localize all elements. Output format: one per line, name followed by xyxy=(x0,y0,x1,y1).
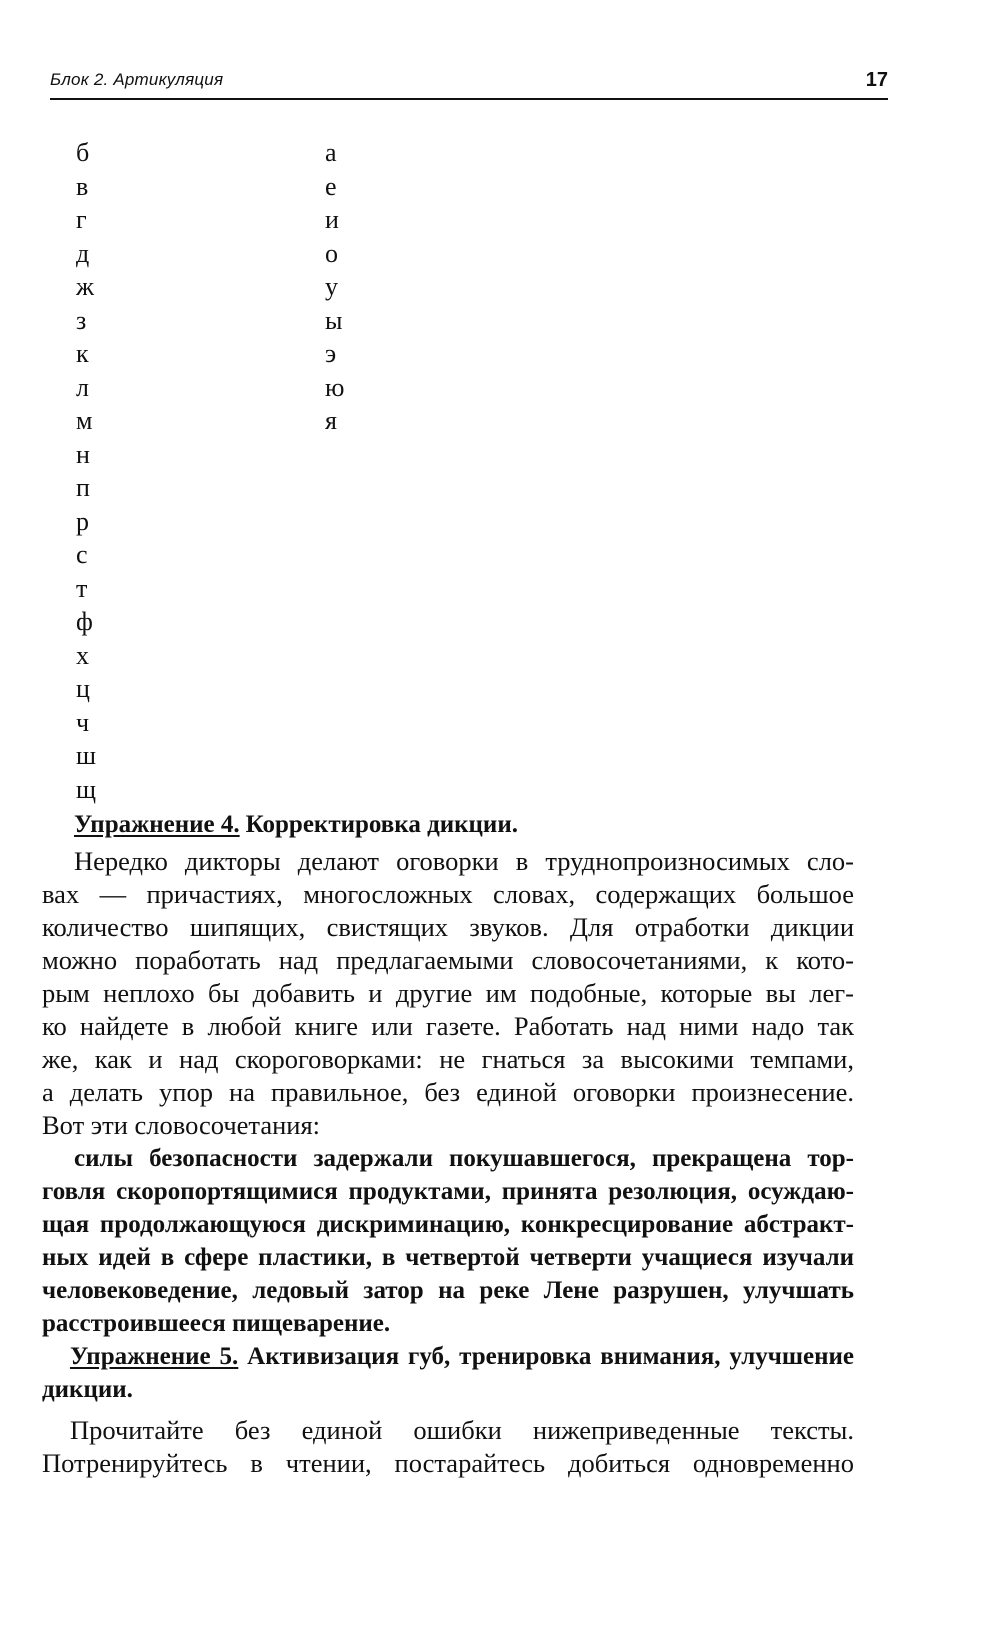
vowel-letter: ю xyxy=(325,372,345,402)
body-line: а делать упор на правильное, без единой оговорки произнесение. xyxy=(42,1077,854,1107)
consonant-letter: ч xyxy=(76,707,90,737)
consonant-letter: п xyxy=(76,473,90,502)
exercise-5-heading-line-2: дикции. xyxy=(42,1376,133,1403)
consonant-list xyxy=(76,136,96,806)
body-line: можно поработать над предлагаемыми словосочетаниями, к кото- xyxy=(42,945,854,975)
exercise-4-phrases xyxy=(42,1142,854,1340)
body-line: Нередко дикторы делают оговорки в труднопроизносимых сло- xyxy=(74,846,854,876)
consonant-letter: д xyxy=(76,238,90,268)
body-line: вах — причастиях, многосложных словах, содержащих большое xyxy=(42,879,854,909)
exercise-4-label: Упражнение 4. xyxy=(74,811,240,838)
consonant-letter: ф xyxy=(76,607,93,636)
phrase-line: расстроившееся пищеварение. xyxy=(42,1310,391,1337)
phrase-line: говля скоропортящимися продуктами, принята резолюция, осуждаю- xyxy=(42,1178,854,1205)
vowel-letter: я xyxy=(325,406,337,435)
consonant-letter: л xyxy=(76,372,89,402)
vowel-letter: е xyxy=(325,171,337,201)
vowel-letter: о xyxy=(325,238,338,268)
body-line: Прочитайте без единой ошибки нижеприведенные тексты. xyxy=(70,1415,854,1445)
body-line: Вот эти словосочетания: xyxy=(42,1110,321,1140)
vowel-letter: у xyxy=(325,272,338,301)
consonant-letter: щ xyxy=(76,774,97,804)
consonant-letter: р xyxy=(76,506,89,536)
consonant-letter: в xyxy=(76,171,89,201)
consonant-letter: с xyxy=(76,540,88,569)
consonant-letter: з xyxy=(76,305,87,335)
consonant-letter: б xyxy=(76,138,90,167)
consonant-letter: к xyxy=(76,339,89,368)
consonant-letter: ц xyxy=(76,674,90,703)
consonant-letter: м xyxy=(76,406,93,435)
exercise-5-body xyxy=(42,1414,854,1480)
vowel-letter: ы xyxy=(325,305,343,335)
body-line: рым неплохо бы добавить и другие им подобные, которые вы лег- xyxy=(42,978,854,1008)
vowel-list xyxy=(325,136,344,438)
exercise-5-label: Упражнение 5. xyxy=(70,1343,239,1370)
body-line: же, как и над скороговорками: не гнаться за высокими темпами, xyxy=(42,1044,854,1074)
phrase-line: щая продолжающуюся дискриминацию, конкресцирование абстракт- xyxy=(42,1211,854,1238)
body-line: ко найдете в любой книге или газете. Работать над ними надо так xyxy=(42,1011,854,1041)
phrase-line: силы безопасности задержали покушавшегося, прекращена тор- xyxy=(74,1145,854,1172)
body-line: Потренируйтесь в чтении, постарайтесь добиться одновременно xyxy=(42,1448,854,1478)
page-number: 17 xyxy=(865,69,888,91)
running-head xyxy=(50,68,888,100)
consonant-letter: ш xyxy=(76,741,97,770)
vowel-letter: э xyxy=(325,339,337,368)
consonant-letter: г xyxy=(76,205,87,234)
consonant-letter: ж xyxy=(76,272,94,301)
consonant-letter: н xyxy=(76,439,90,469)
consonant-letter: х xyxy=(76,640,89,670)
vowel-letter: и xyxy=(325,205,339,234)
exercise-5-heading-line xyxy=(42,1340,854,1373)
vowel-letter: а xyxy=(325,138,337,167)
phrase-line: ных идей в сфере пластики, в четвертой четверти учащиеся изучали xyxy=(42,1244,854,1271)
consonant-letter: т xyxy=(76,573,88,603)
exercise-5-heading xyxy=(42,1340,854,1406)
section-title: Блок 2. Артикуляция xyxy=(50,70,224,89)
exercise-4-heading xyxy=(74,808,518,841)
exercise-4-body xyxy=(42,845,854,1142)
body-line: количество шипящих, свистящих звуков. Для отработки дикции xyxy=(42,912,854,942)
phrase-line: человековедение, ледовый затор на реке Лене разрушен, улучшать xyxy=(42,1277,854,1304)
exercise-5-title: Активизация губ, тренировка внимания, улучшение xyxy=(247,1343,854,1370)
exercise-4-title: Корректировка дикции. xyxy=(245,811,518,838)
